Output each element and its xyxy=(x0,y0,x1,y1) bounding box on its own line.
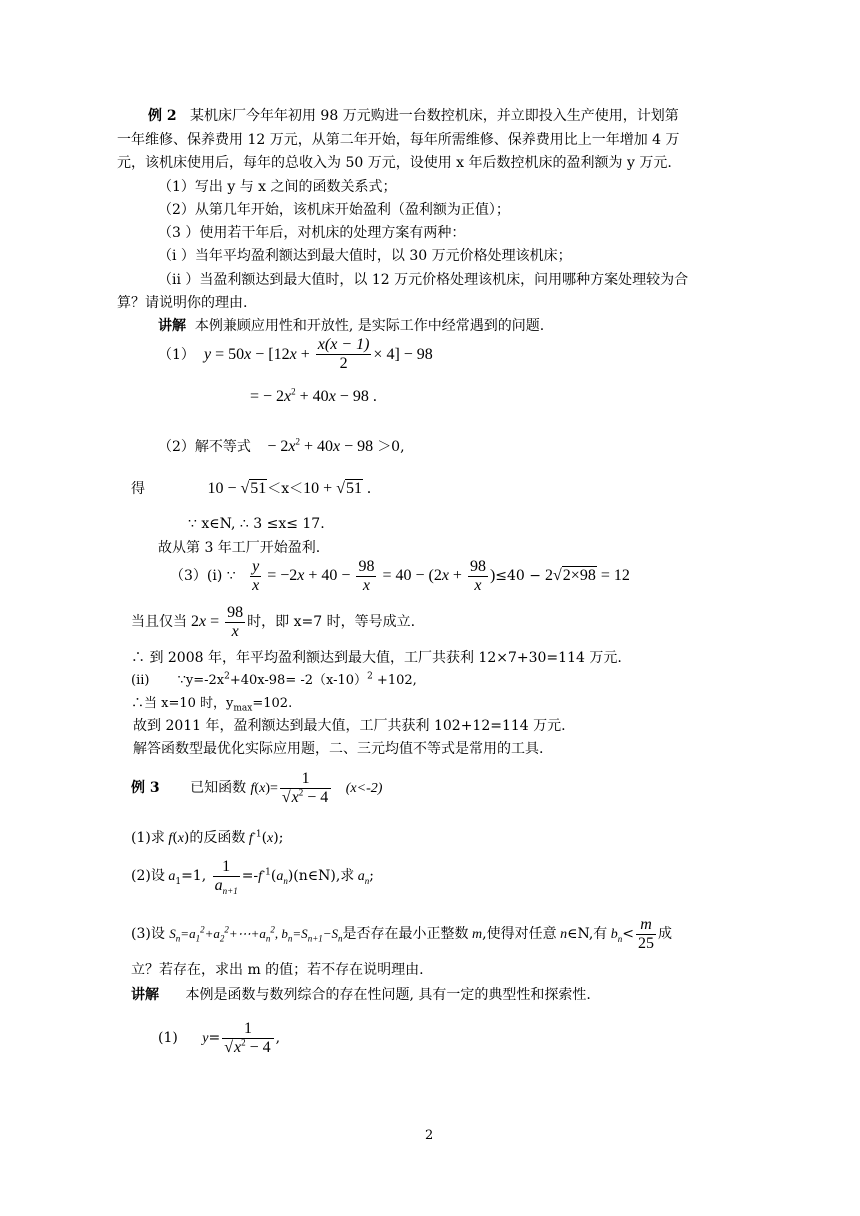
range-upper: 10 + √51 . xyxy=(303,480,371,497)
ex3-q2-a: (2)设 xyxy=(131,868,165,884)
equality-cond-formula: 2x = $\frac{98}{x}$ xyxy=(187,603,244,640)
range-mid: ＜x＜ xyxy=(267,481,304,497)
s3ii-when-a: ∴当 x=10 时，y xyxy=(131,696,234,711)
ex3-label: 例 3 xyxy=(131,780,160,796)
fraction-m-over-25: $\frac{m}{25}$ xyxy=(638,915,655,952)
ex3-question-1: (1)求 f(x)的反函数 $f^{-1}(x)$; xyxy=(131,829,284,846)
ex3-s1-label: (1) xyxy=(158,1030,178,1046)
ex3-q1-b: 的反函数 xyxy=(189,830,246,846)
formula-eq1-tail: × 4] − 98 xyxy=(373,346,433,363)
formula-average-tail: 2√2×98 = 12 xyxy=(541,567,630,584)
formula-eq1: = 50x − [12x + xyxy=(211,346,314,363)
ex3-question-3: (3)设 $S_n=a_1^2+a_2^2+\cdots+a_n^2$, $b_n=S_{n+1}-S_n$是否存在最小正整数 m,使得对任意 n∈N,有 $b_n<$ $\frac{m}{25}$ 成 xyxy=(131,915,673,952)
solution-3ii-label: (ii) xyxy=(131,673,150,688)
fraction-xx1-over-2: $\frac{x(x - 1)}{2}$ xyxy=(317,336,370,372)
ex3-solution-1: (1) y= $\frac{1}{√x^2 - 4}$ , xyxy=(158,1019,281,1056)
ex3-function: f xyxy=(250,781,255,796)
solution-3-label: （3）(i) ∵ xyxy=(170,568,236,584)
ex2-solution-3ii: (ii) $\because y=-2x^2+40x-98= -2(x-10)^2 +102$, xyxy=(131,671,417,688)
fraction-1-over-an1: $\frac{1}{a_{n+1}}$ xyxy=(214,857,238,896)
ex2-analysis xyxy=(158,316,544,336)
s3ii-expr-a: ∵y=-2x xyxy=(177,673,225,688)
solution-1-label: （1） xyxy=(158,347,195,363)
analysis-text: 本例兼顾应用性和开放性, 是实际工作中经常遇到的问题. xyxy=(194,318,545,334)
page-number: 2 xyxy=(425,1128,434,1143)
formula-average: $\frac{y}{x}$ = −2x + 40 − $\frac{98}{x}$ = 40 − (2x + $\frac{98}{x}$ ) xyxy=(252,557,496,594)
ex2-stem-line2: 一年维修、保养费用 12 万元，从第二年开始，每年所需维修、保养费用比上一年增加 4 万 xyxy=(117,132,680,148)
ex3-q2-c: (n∈N),求 xyxy=(293,868,355,884)
equality-cond-a: 当且仅当 xyxy=(131,614,187,630)
ex3-question-3-line2: 立？若存在，求出 m 的值；若不存在说明理由. xyxy=(131,962,424,978)
ex2-solution-1-simplified xyxy=(250,386,377,407)
ex2-solution-2 xyxy=(158,437,405,457)
ex2-solution-3ii-when: ∴当 x=10 时，$y_{max}=102$. xyxy=(131,696,293,714)
equality-cond-b: 时，即 x=7 时，等号成立. xyxy=(247,614,416,630)
ex2-solution-1 xyxy=(158,336,433,373)
de-label: 得 xyxy=(131,481,145,497)
ex2-solution-3i xyxy=(170,556,630,596)
ex3-analysis xyxy=(131,985,591,1005)
ex3-question-2: (2)设 $a_1=1$, $\frac{1}{a_{n+1}}$ $=-f^{-1}(a_n)(n\in N)$,求 $a_n$; xyxy=(131,857,375,896)
ex3-q3-e: 成 xyxy=(658,926,673,942)
analysis-label: 讲解 xyxy=(158,318,186,334)
ex3-analysis-text: 本例是函数与数列综合的存在性问题, 具有一定的典型性和探索性. xyxy=(185,987,591,1003)
solution-2-label: （2）解不等式 xyxy=(158,439,251,455)
s3ii-expr-c: +102, xyxy=(372,673,417,688)
ex3-stem: 例 3 已知函数 f(x)= $\frac{1}{√x^2 - 4}$ (x<-2) xyxy=(131,769,383,806)
ex2-equality-condition xyxy=(131,602,415,642)
s3ii-when-b: =102. xyxy=(252,696,293,711)
inequality-tail: ＞0, xyxy=(377,439,405,455)
fraction-1-over-sqrt: $\frac{1}{√x^2 - 4}$ xyxy=(280,770,331,807)
formula-y: y xyxy=(200,346,212,363)
ex2-because-line: ∵ x∈N, ∴ 3 ≤x≤ 17. xyxy=(188,516,325,532)
ex2-question-3ii-line2: 算？请说明你的理由. xyxy=(117,295,248,311)
ex3-q3-d: ∈N,有 xyxy=(567,926,608,942)
ex2-stem-line3: 元，该机床使用后，每年的总收入为 50 万元，设使用 x 年后数控机床的盈利额为 y 万元. xyxy=(117,155,672,171)
ex2-conclusion-3ii: 故到 2011 年，盈利额达到最大值，工厂共获利 102+12=114 万元. xyxy=(133,718,566,734)
ex3-q2-b: =- xyxy=(241,868,259,884)
ex3-domain: (x<-2) xyxy=(345,781,383,796)
s3ii-expr-b: +40x-98= -2（x-10） xyxy=(229,673,368,688)
ex2-label: 例 2 xyxy=(148,108,177,124)
ex2-conclusion-2: 故从第 3 年工厂开始盈利. xyxy=(158,540,321,556)
ex2-stem-text1: 某机床厂今年年初用 98 万元购进一台数控机床，并立即投入生产使用，计划第 xyxy=(189,108,679,124)
ex2-question-3: （3 ）使用若干年后，对机床的处理方案有两种： xyxy=(158,225,466,241)
ex2-question-1: （1）写出 y 与 x 之间的函数关系式； xyxy=(158,179,397,195)
ex3-q3-a: (3)设 xyxy=(131,926,165,942)
ex3-q3-b: 是否存在最小正整数 xyxy=(342,926,469,942)
ex3-q3-c: ,使得对任意 xyxy=(482,926,557,942)
ex2-solution-2-result xyxy=(131,479,371,499)
ex2-conclusion-3i: ∴ 到 2008 年，年平均盈利额达到最大值，工厂共获利 12×7+30=114 万元. xyxy=(131,650,622,666)
inequality-quadratic: − $2x^2 + 40x - 98$ xyxy=(255,436,378,455)
ex2-question-3i: （i ）当年平均盈利额达到最大值时，以 30 万元价格处理该机床； xyxy=(158,248,572,264)
ex3-stem-text: 已知函数 xyxy=(190,780,247,796)
ex2-question-2: （2）从第几年开始，该机床开始盈利（盈利额为正值）； xyxy=(158,202,510,218)
ex2-summary: 解答函数型最优化实际应用题，二、三元均值不等式是常用的工具. xyxy=(133,741,544,757)
formula-average-ineq: ≤40 − xyxy=(495,568,542,584)
ex3-analysis-label: 讲解 xyxy=(131,987,159,1003)
ex2-question-3ii-line1: （ii ）当盈利额达到最大值时，以 12 万元价格处理该机床，问用哪种方案处理较为合 xyxy=(158,272,689,288)
ex3-s1-fraction: $\frac{1}{√x^2 - 4}$ xyxy=(222,1020,273,1057)
range-lower: 10 − √51 xyxy=(207,480,267,497)
formula-eq2: = − $2x^2 + 40x - 98$ . xyxy=(250,386,377,405)
ex3-q1-a: (1)求 xyxy=(131,830,165,846)
ex2-stem-line1 xyxy=(148,106,679,126)
